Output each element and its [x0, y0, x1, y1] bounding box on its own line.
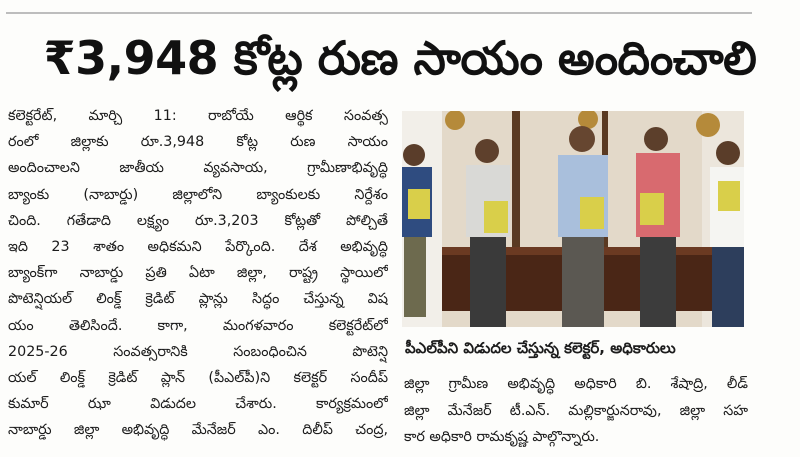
body-line: కుమార్ ఝా విడుదల చేశారు. కార్యక్రమంలో: [8, 396, 388, 413]
body-line: పొటెన్షియల్ లింక్డ్ క్రెడిట్ ప్లాన్లు సిద్ధం చేస్తున్న విష: [8, 291, 388, 308]
body-line: కార అధికారి రామకృష్ణ పాల్గొన్నారు.: [404, 429, 600, 446]
photo-caption: పీఎల్‌పీని విడుదల చేస్తున్న కలెక్టర్, అధికారులు: [405, 339, 676, 357]
headline: ₹3,948 కోట్ల రుణ సాయం అందించాలి: [43, 31, 757, 85]
body-line: నాబార్డు జిల్లా అభివృద్ధి మేనేజర్ ఎం. దిలీప్ చంద్ర,: [8, 422, 388, 439]
article-body-left: [8, 103, 388, 444]
body-line: రంలో జిల్లాకు రూ.3,948 కోట్ల రుణ సాయం: [8, 134, 388, 151]
body-line: బ్యాంకు (నాబార్డు) జిల్లాలోని బ్యాంకులకు నిర్దేశం: [8, 186, 388, 203]
body-line: కలెక్టరేట్, మార్చి 11: రాబోయే ఆర్థిక సంవత్స: [8, 108, 388, 124]
body-line: యం తెలిసిందే. కాగా, మంగళవారం కలెక్టరేట్‌లో: [8, 317, 388, 334]
body-line: చింది. గతేడాది లక్ష్యం రూ.3,203 కోట్లతో పోల్చితే: [8, 212, 388, 229]
top-divider: [6, 12, 752, 14]
article-body-right: [404, 371, 748, 451]
body-line: జిల్లా మేనేజర్ టీ.ఎన్. మల్లికార్జునరావు, జిల్లా సహ: [404, 402, 748, 419]
body-line: 2025-26 సంవత్సరానికి సంబంధించిన పొటెన్షి: [8, 343, 388, 360]
body-line: యల్ లింక్డ్ క్రెడిట్ ప్లాన్ (పీఎల్‌పీ)ని కలెక్టర్ సందీప్: [8, 370, 388, 387]
body-line: జిల్లా గ్రామీణ అభివృద్ధి అధికారి బి. శేషాద్రి, లీడ్: [404, 376, 748, 392]
body-line: ఇది 23 శాతం అధికమని పేర్కొంది. దేశ అభివృద్ధి: [8, 239, 388, 256]
news-photo: [402, 111, 744, 327]
body-line: అందించాలని జాతీయ వ్యవసాయ, గ్రామీణాభివృద్ధి: [8, 160, 388, 177]
body-line: బ్యాంక్‌గా నాబార్డు ప్రతి ఏటా జిల్లా, రాష్ట్ర స్థాయిలో: [8, 265, 388, 282]
